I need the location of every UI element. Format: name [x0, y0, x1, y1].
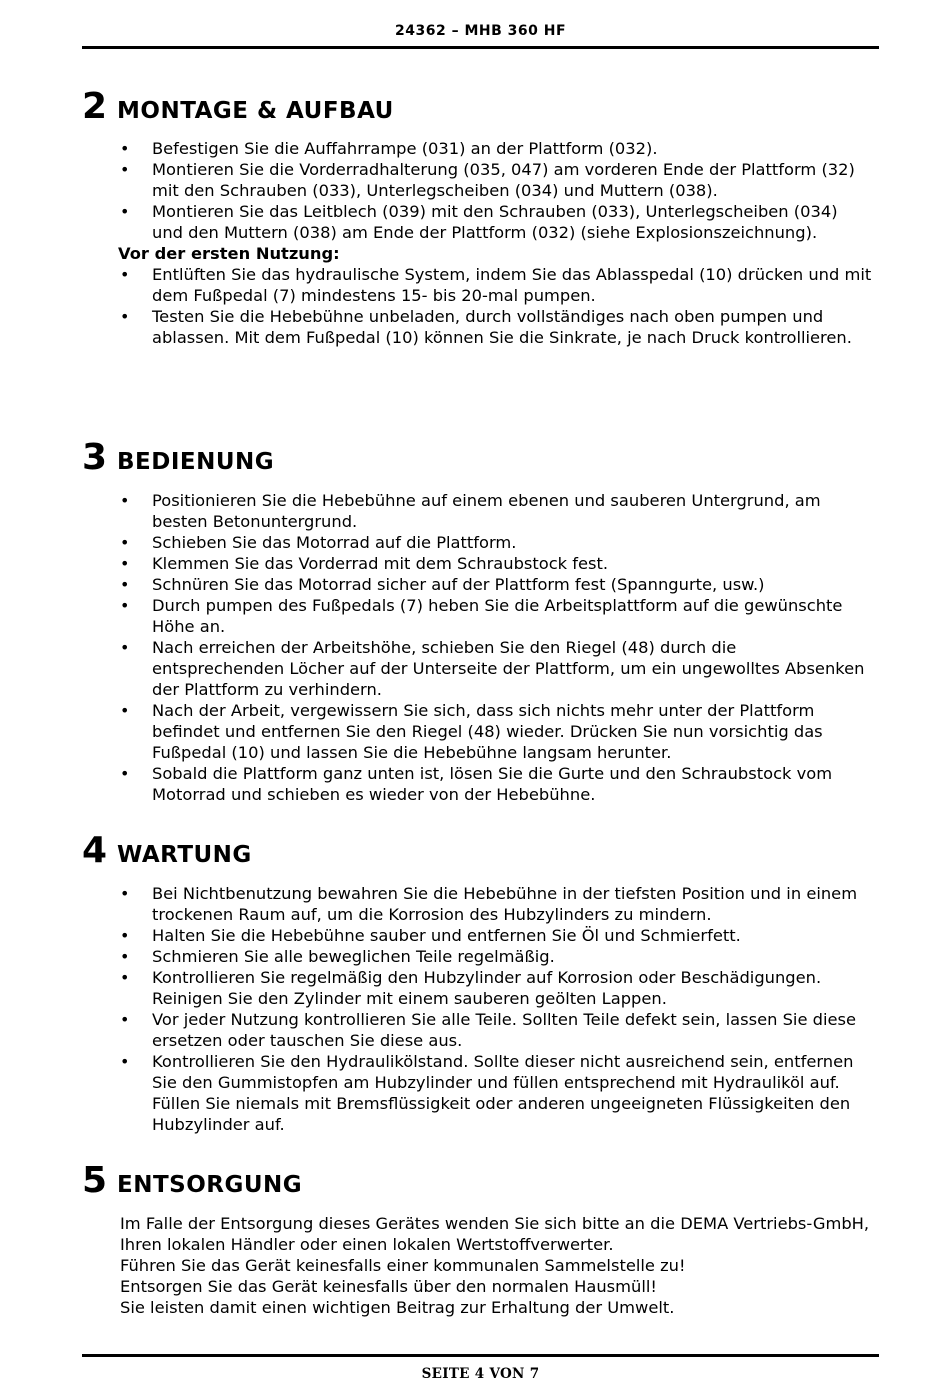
bullet-icon: • — [120, 701, 130, 720]
section-title: MONTAGE & AUFBAU — [117, 98, 394, 124]
section-heading — [82, 1160, 879, 1204]
list-item: • Sobald die Plattform ganz unten ist, lösen Sie die Gurte und den Schraubstock vom Motorrad und schieben es wieder von der Hebebühne. — [120, 764, 833, 804]
list-item: • Nach erreichen der Arbeitshöhe, schieben Sie den Riegel (48) durch die entsprechenden Löcher auf der Unterseite der Plattform, um ein ungewolltes Absenken der Plattform zu verhindern. — [120, 638, 865, 699]
section-number: 5 — [82, 1160, 108, 1201]
bullet-icon: • — [120, 968, 130, 987]
list-item: • Schnüren Sie das Motorrad sicher auf der Plattform fest (Spanngurte, usw.) — [120, 575, 765, 594]
list-item: • Schmieren Sie alle beweglichen Teile regelmäßig. — [120, 947, 555, 966]
section-title: WARTUNG — [117, 842, 252, 868]
first-use-list — [82, 264, 879, 348]
bullet-icon: • — [120, 533, 130, 552]
bullet-icon: • — [120, 575, 130, 594]
list-item: • Durch pumpen des Fußpedals (7) heben Sie die Arbeitsplattform auf die gewünschte Höhe an. — [120, 596, 843, 636]
list-item: • Bei Nichtbenutzung bewahren Sie die Hebebühne in der tiefsten Position und in einem trockenen Raum auf, um die Korrosion des Hubzylinders zu mindern. — [120, 884, 858, 924]
bullet-icon: • — [120, 884, 130, 903]
bullet-icon: • — [120, 1010, 130, 1029]
section-number: 4 — [82, 830, 108, 871]
bullet-icon: • — [120, 1052, 130, 1071]
header-rule — [82, 46, 879, 49]
bullet-icon: • — [120, 160, 130, 179]
bullet-icon: • — [120, 596, 130, 615]
section-heading — [82, 437, 879, 481]
section-bedienung — [82, 437, 879, 805]
section-wartung — [82, 830, 879, 1135]
list-item: • Entlüften Sie das hydraulische System, indem Sie das Ablasspedal (10) drücken und mit dem Fußpedal (7) mindestens 15- bis 20-mal pumpen. — [120, 265, 872, 305]
footer-rule — [82, 1354, 879, 1357]
bullet-icon: • — [120, 947, 130, 966]
list-item: • Nach der Arbeit, vergewissern Sie sich, dass sich nichts mehr unter der Plattform befindet und entfernen Sie den Riegel (48) wieder. Drücken Sie nun vorsichtig das Fußpedal (10) und lassen Sie die Hebebühne langsam herunter. — [120, 701, 823, 762]
paragraph: Im Falle der Entsorgung dieses Gerätes wenden Sie sich bitte an die DEMA Vertriebs-GmbH, Ihren lokalen Händler oder einen lokalen Wertstoffverwerter. — [120, 1214, 870, 1254]
disposal-text — [82, 1213, 879, 1318]
list-item: • Testen Sie die Hebebühne unbeladen, durch vollständiges nach oben pumpen und ablassen. Mit dem Fußpedal (10) können Sie die Sinkrate, je nach Druck kontrollieren. — [120, 307, 852, 347]
section-montage — [82, 86, 879, 348]
list-item: • Klemmen Sie das Vorderrad mit dem Schraubstock fest. — [120, 554, 609, 573]
bullet-icon: • — [120, 202, 130, 221]
list-item: • Montieren Sie das Leitblech (039) mit den Schrauben (033), Unterlegscheiben (034) und den Muttern (038) am Ende der Plattform (032) (siehe Explosionszeichnung). — [120, 202, 838, 242]
section-heading — [82, 86, 879, 130]
bullet-icon: • — [120, 638, 130, 657]
section-number: 2 — [82, 86, 108, 127]
paragraph: Sie leisten damit einen wichtigen Beitrag zur Erhaltung der Umwelt. — [120, 1298, 675, 1317]
section-number: 3 — [82, 437, 108, 478]
paragraph: Führen Sie das Gerät keinesfalls einer kommunalen Sammelstelle zu! — [120, 1256, 686, 1275]
wartung-list — [82, 883, 879, 1135]
bullet-icon: • — [120, 491, 130, 510]
bullet-icon: • — [120, 307, 130, 326]
bullet-icon: • — [120, 764, 130, 783]
list-item: • Positionieren Sie die Hebebühne auf einem ebenen und sauberen Untergrund, am besten Betonuntergrund. — [120, 491, 821, 531]
list-item: • Vor jeder Nutzung kontrollieren Sie alle Teile. Sollten Teile defekt sein, lassen Sie diese ersetzen oder tauschen Sie diese aus. — [120, 1010, 857, 1050]
page-header: 24362 – MHB 360 HF — [394, 23, 567, 39]
subheading-first-use: Vor der ersten Nutzung: — [118, 244, 340, 263]
bullet-icon: • — [120, 139, 130, 158]
bullet-icon: • — [120, 926, 130, 945]
section-heading — [82, 830, 879, 874]
list-item: • Befestigen Sie die Auffahrrampe (031) an der Plattform (032). — [120, 139, 658, 158]
bedienung-list — [82, 490, 879, 805]
section-title: ENTSORGUNG — [117, 1172, 303, 1198]
section-title: BEDIENUNG — [117, 449, 275, 475]
montage-list — [82, 138, 879, 243]
paragraph: Entsorgen Sie das Gerät keinesfalls über den normalen Hausmüll! — [120, 1277, 657, 1296]
page-footer: SEITE 4 VON 7 — [421, 1366, 540, 1382]
bullet-icon: • — [120, 554, 130, 573]
list-item: • Montieren Sie die Vorderradhalterung (035, 047) am vorderen Ende der Plattform (32) mit den Schrauben (033), Unterlegscheiben (034) und Muttern (038). — [120, 160, 855, 200]
bullet-icon: • — [120, 265, 130, 284]
section-entsorgung — [82, 1160, 879, 1318]
list-item: • Schieben Sie das Motorrad auf die Plattform. — [120, 533, 517, 552]
list-item: • Kontrollieren Sie regelmäßig den Hubzylinder auf Korrosion oder Beschädigungen. Reinigen Sie den Zylinder mit einem sauberen geölten Lappen. — [120, 968, 822, 1008]
list-item: • Halten Sie die Hebebühne sauber und entfernen Sie Öl und Schmierfett. — [120, 926, 741, 945]
list-item: • Kontrollieren Sie den Hydraulikölstand. Sollte dieser nicht ausreichend sein, entfernen Sie den Gummistopfen am Hubzylinder und füllen entsprechend mit Hydrauliköl auf. Füllen Sie niemals mit Bremsflüssigkeit oder anderen ungeeigneten Flüssigkeiten den Hubzylinder auf. — [120, 1052, 854, 1134]
